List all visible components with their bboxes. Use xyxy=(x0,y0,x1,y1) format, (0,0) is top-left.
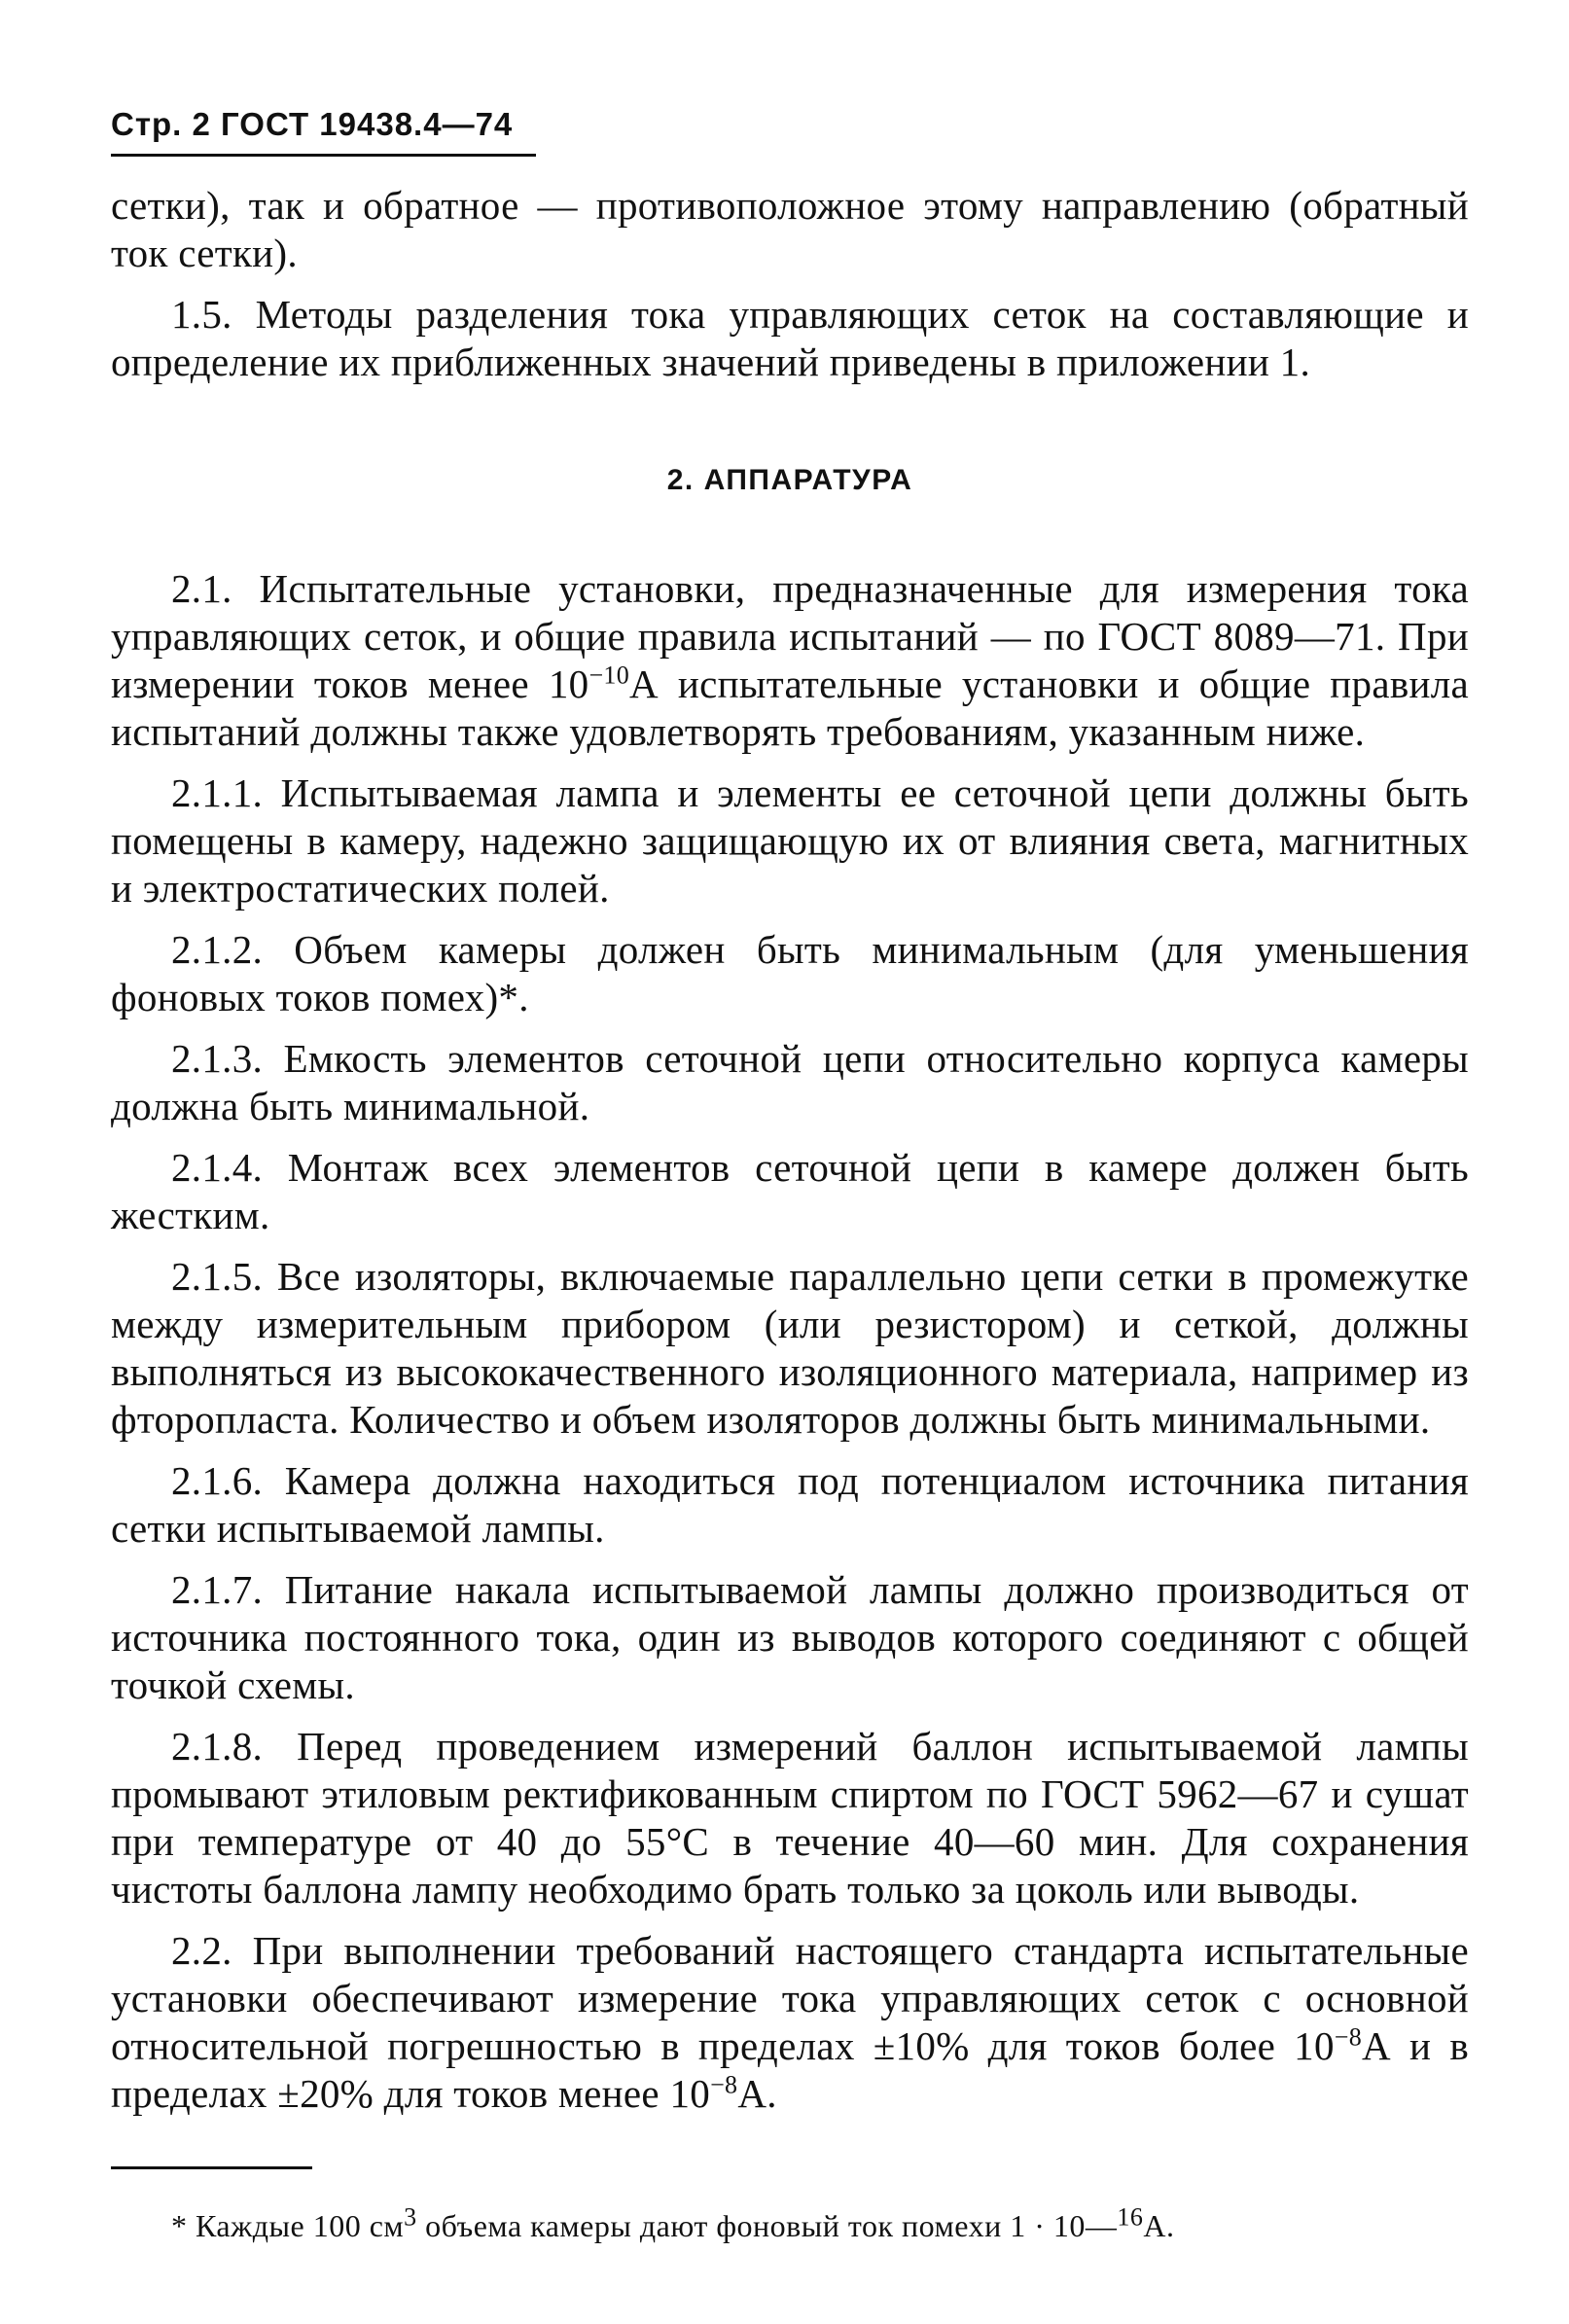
footnote-text-c: А. xyxy=(1143,2208,1175,2244)
footnote-superscript-b: 16 xyxy=(1117,2202,1144,2232)
paragraph-2-1-7: 2.1.7. Питание накала испытываемой лампы должно производиться от источника постоянного тока, один из выводов которого соединяют с общей точкой схемы. xyxy=(111,1567,1469,1708)
paragraph-2-1-1: 2.1.1. Испытываемая лампа и элементы ее сеточной цепи должны быть помещены в камеру, надежно защищающую их от влияния света, магнитных и электростатических полей. xyxy=(111,770,1469,912)
paragraph-2-2-text-c: А. xyxy=(737,2071,777,2117)
paragraph-2-1-text-b: А испытательные установки и общие правила испытаний должны также удовлетворять требованиям, указанным ниже. xyxy=(111,661,1469,755)
section-title: 2. АППАРАТУРА xyxy=(666,464,913,497)
paragraph-2-2-exponent-a: −8 xyxy=(1334,2022,1363,2052)
footnote-rule xyxy=(111,2166,312,2169)
paragraph-2-1-text-a: 2.1. Испытательные установки, предназначенные для измерения тока управляющих сеток, и общие правила испытаний — по ГОСТ 8089—71. При измерении токов менее 10 xyxy=(111,566,1469,707)
header-rule xyxy=(111,154,536,157)
paragraph-2-1-6: 2.1.6. Камера должна находиться под потенциалом источника питания сетки испытываемой лампы. xyxy=(111,1458,1469,1552)
paragraph-2-2 xyxy=(111,1927,1469,2118)
paragraph-2-2-text-b: А и в пределах ±20% для токов менее 10 xyxy=(111,2023,1469,2117)
footnote xyxy=(171,2202,1469,2245)
paragraph-1-5: 1.5. Методы разделения тока управляющих сеток на составляющие и определение их приближенных значений приведены в приложении 1. xyxy=(111,292,1469,385)
paragraph-2-2-exponent-b: −8 xyxy=(710,2070,738,2099)
paragraph-2-1-2: 2.1.2. Объем камеры должен быть минимальным (для уменьшения фоновых токов помех)*. xyxy=(111,927,1469,1020)
paragraph-2-1-8: 2.1.8. Перед проведением измерений баллон испытываемой лампы промывают этиловым ректификованным спиртом по ГОСТ 5962—67 и сушат при температуре от 40 до 55°С в течение 40—60 мин. Для сохранения чистоты баллона лампу необходимо брать только за цоколь или выводы. xyxy=(111,1724,1469,1913)
paragraph-2-1-3: 2.1.3. Емкость элементов сеточной цепи относительно корпуса камеры должна быть минимальной. xyxy=(111,1036,1469,1129)
paragraph-2-1 xyxy=(111,565,1469,756)
paragraph-2-2-text-a: 2.2. При выполнении требований настоящего стандарта испытательные установки обеспечивают измерение тока управляющих сеток с основной относительной погрешностью в пределах ±10% для токов более 10 xyxy=(111,1928,1469,2069)
paragraph-2-1-5: 2.1.5. Все изоляторы, включаемые параллельно цепи сетки в промежутке между измерительным прибором (или резистором) и сеткой, должны выполняться из высококачественного изоляционного материала, например из фторопласта. Количество и объем изоляторов должны быть минимальными. xyxy=(111,1254,1469,1443)
paragraph-2-1-4: 2.1.4. Монтаж всех элементов сеточной цепи в камере должен быть жестким. xyxy=(111,1145,1469,1238)
footnote-text-b: объема камеры дают фоновый ток помехи 1 · 10— xyxy=(416,2208,1118,2244)
page-header: Стр. 2 ГОСТ 19438.4—74 xyxy=(111,106,514,142)
paragraph-continuation: сетки), так и обратное — противоположное этому направлению (обратный ток сетки). xyxy=(111,183,1469,276)
footnote-superscript-a: 3 xyxy=(404,2202,417,2232)
footnote-text-a: * Каждые 100 см xyxy=(171,2208,405,2244)
document-page xyxy=(111,107,1469,2245)
paragraph-2-1-exponent: −10 xyxy=(588,661,630,690)
